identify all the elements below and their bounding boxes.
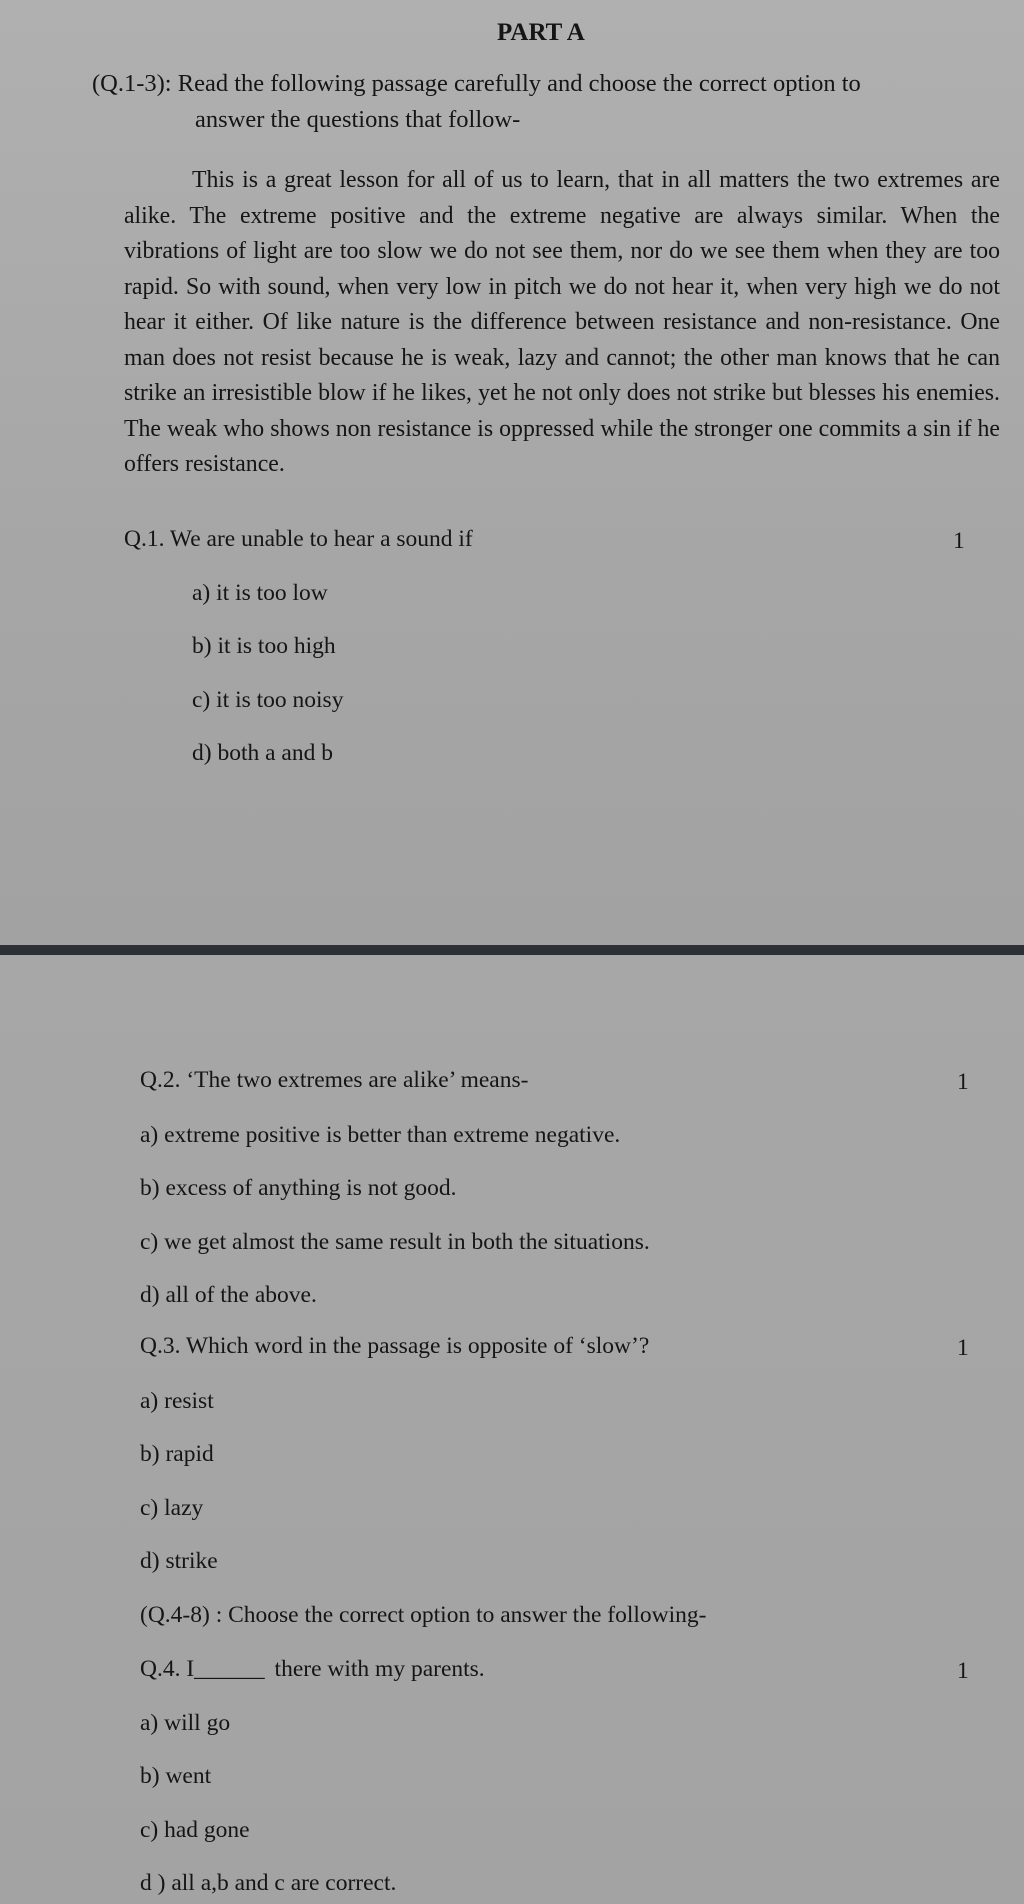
q3-option-b: b) rapid (140, 1441, 214, 1467)
section1-instruction-line2: answer the questions that follow- (195, 106, 521, 133)
q1-marks: 1 (953, 528, 965, 554)
section2-instruction: (Q.4-8) : Choose the correct option to answer the following- (140, 1602, 707, 1628)
q1-option-b: b) it is too high (192, 633, 336, 659)
q4-option-c: c) had gone (140, 1817, 250, 1843)
q1-question: Q.1. We are unable to hear a sound if (124, 526, 473, 552)
q1-option-d: d) both a and b (192, 740, 333, 766)
q2-marks: 1 (957, 1069, 969, 1095)
reading-passage: This is a great lesson for all of us to learn, that in all matters the two extremes are alike. The extreme positive and the extreme negative are always similar. When the vibrations of light are too slow we do not see them, nor do we see them when they are too rapid. So with sound, when very low in pitch we do not hear it, when very high we do not hear it either. Of like nature is the difference between resistance and non-resistance. One man does not resist because he is weak, lazy and cannot; the other man knows that he can strike an irresistible blow if he likes, yet he not only does not strike but blesses his enemies. The weak who shows non resistance is oppressed while the stronger one commits a sin if he offers resistance. (124, 167, 1000, 477)
q2-option-d: d) all of the above. (140, 1282, 317, 1308)
q2-option-c: c) we get almost the same result in both the situations. (140, 1229, 650, 1255)
q4-question-end: there with my parents. (274, 1656, 485, 1682)
q3-option-a: a) resist (140, 1388, 214, 1414)
q4-option-a: a) will go (140, 1710, 231, 1736)
q1-option-c: c) it is too noisy (192, 687, 344, 713)
q1-option-a: a) it is too low (192, 580, 328, 606)
q2-option-a: a) extreme positive is better than extreme negative. (140, 1122, 621, 1148)
q4-marks: 1 (957, 1658, 969, 1684)
q2-question: Q.2. ‘The two extremes are alike’ means- (140, 1067, 529, 1093)
q4-question-start: Q.4. I (140, 1656, 195, 1682)
q3-question: Q.3. Which word in the passage is opposite of ‘slow’? (140, 1333, 650, 1359)
section1-instruction-line1: (Q.1-3): Read the following passage carefully and choose the correct option to (92, 70, 861, 97)
page-lower (0, 955, 1024, 1904)
q4-option-d: d ) all a,b and c are correct. (140, 1870, 397, 1896)
q4-question (140, 1658, 485, 1682)
q3-option-c: c) lazy (140, 1495, 204, 1521)
q4-option-b: b) went (140, 1763, 212, 1789)
q3-marks: 1 (957, 1335, 969, 1361)
part-title: PART A (497, 19, 585, 46)
q4-blank: ______ (194, 1656, 265, 1682)
q2-option-b: b) excess of anything is not good. (140, 1175, 457, 1201)
page-divider (0, 945, 1024, 955)
q3-option-d: d) strike (140, 1548, 218, 1574)
